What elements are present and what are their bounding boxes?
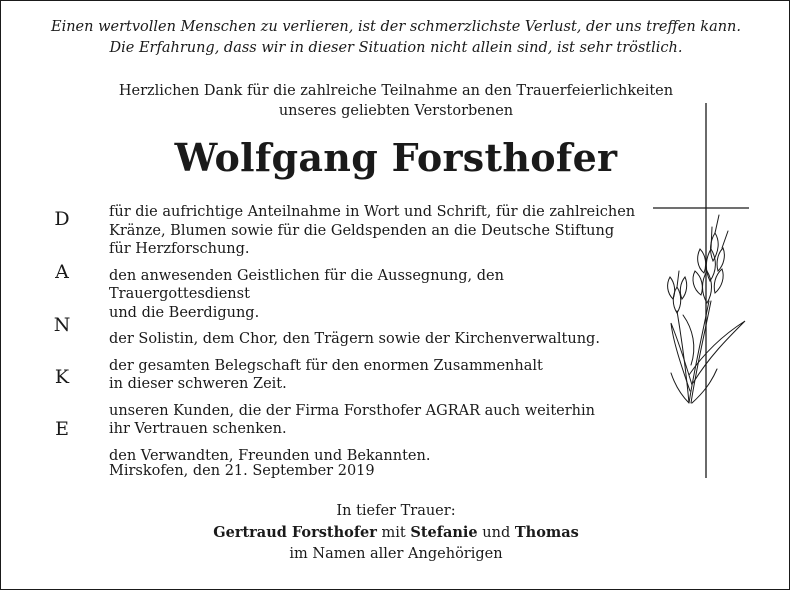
closing-names [1, 522, 790, 544]
thanks-item-2-line-1: den anwesenden Geistlichen für die Aussegnung, den Trauergottesdienst [109, 267, 504, 302]
intro-line-1: Herzlichen Dank für die zahlreiche Teilnahme an den Trauerfeierlichkeiten [118, 83, 674, 99]
thanks-item-2 [109, 267, 649, 323]
thanks-item-4-line-1: der gesamten Belegschaft für den enormen Zusammenhalt [109, 357, 543, 374]
thanks-item-1-line-1: für die aufrichtige Anteilnahme in Wort und Schrift, für die zahlreichen [109, 204, 636, 220]
cross-with-wheat-icon [649, 103, 759, 488]
thanks-item-5-line-2: ihr Vertrauen schenken. [109, 421, 287, 437]
danke-letter-e: E [55, 418, 69, 440]
signer-name-3: Thomas [514, 524, 579, 541]
date-line: Mirskofen, den 21. September 2019 [109, 463, 375, 479]
danke-letter-a: A [55, 261, 69, 283]
connector-mit: mit [381, 525, 406, 541]
quote-line-2: Die Erfahrung, dass wir in dieser Situation nicht allein sind, ist sehr tröstlich. [109, 40, 683, 56]
thanks-item-1-line-2: Kränze, Blumen sowie für die Geldspenden an die Deutsche Stiftung [109, 222, 615, 239]
thanks-item-4-line-2: in dieser schweren Zeit. [109, 376, 287, 392]
thanks-item-6-line-1: den Verwandten, Freunden und Bekannten. [109, 447, 431, 464]
thanks-item-5-line-1: unseren Kunden, die der Firma Forsthofer AGRAR auch weiterhin [109, 402, 595, 419]
thanks-item-1-line-3: für Herzforschung. [109, 241, 250, 257]
closing-line-3: im Namen aller Angehörigen [289, 546, 503, 562]
deceased-name: Wolfgang Forsthofer [174, 135, 618, 180]
danke-letter-d: D [54, 208, 70, 230]
danke-letter-k: K [54, 366, 70, 388]
signer-name-2: Stefanie [410, 524, 478, 541]
quote-line-1: Einen wertvollen Menschen zu verlieren, ist der schmerzlichste Verlust, der uns treffen kann. [51, 19, 741, 35]
thanks-item-5 [109, 402, 649, 439]
closing-signature [1, 501, 790, 565]
danke-letter-n: N [53, 314, 71, 336]
thanks-item-3 [109, 330, 649, 349]
thanks-item-2-line-2: und die Beerdigung. [109, 304, 260, 321]
thanks-item-3-line-1: der Solistin, dem Chor, den Trägern sowie der Kirchenverwaltung. [109, 331, 600, 347]
closing-line-1: In tiefer Trauer: [336, 503, 456, 519]
thanks-item-1 [109, 203, 649, 259]
thanks-item-4 [109, 357, 649, 394]
connector-und: und [482, 525, 511, 541]
opening-quote [1, 17, 790, 59]
signer-name-1: Gertraud Forsthofer [213, 524, 377, 541]
intro-line-2: unseres geliebten Verstorbenen [278, 103, 514, 119]
thanks-list [109, 203, 649, 465]
